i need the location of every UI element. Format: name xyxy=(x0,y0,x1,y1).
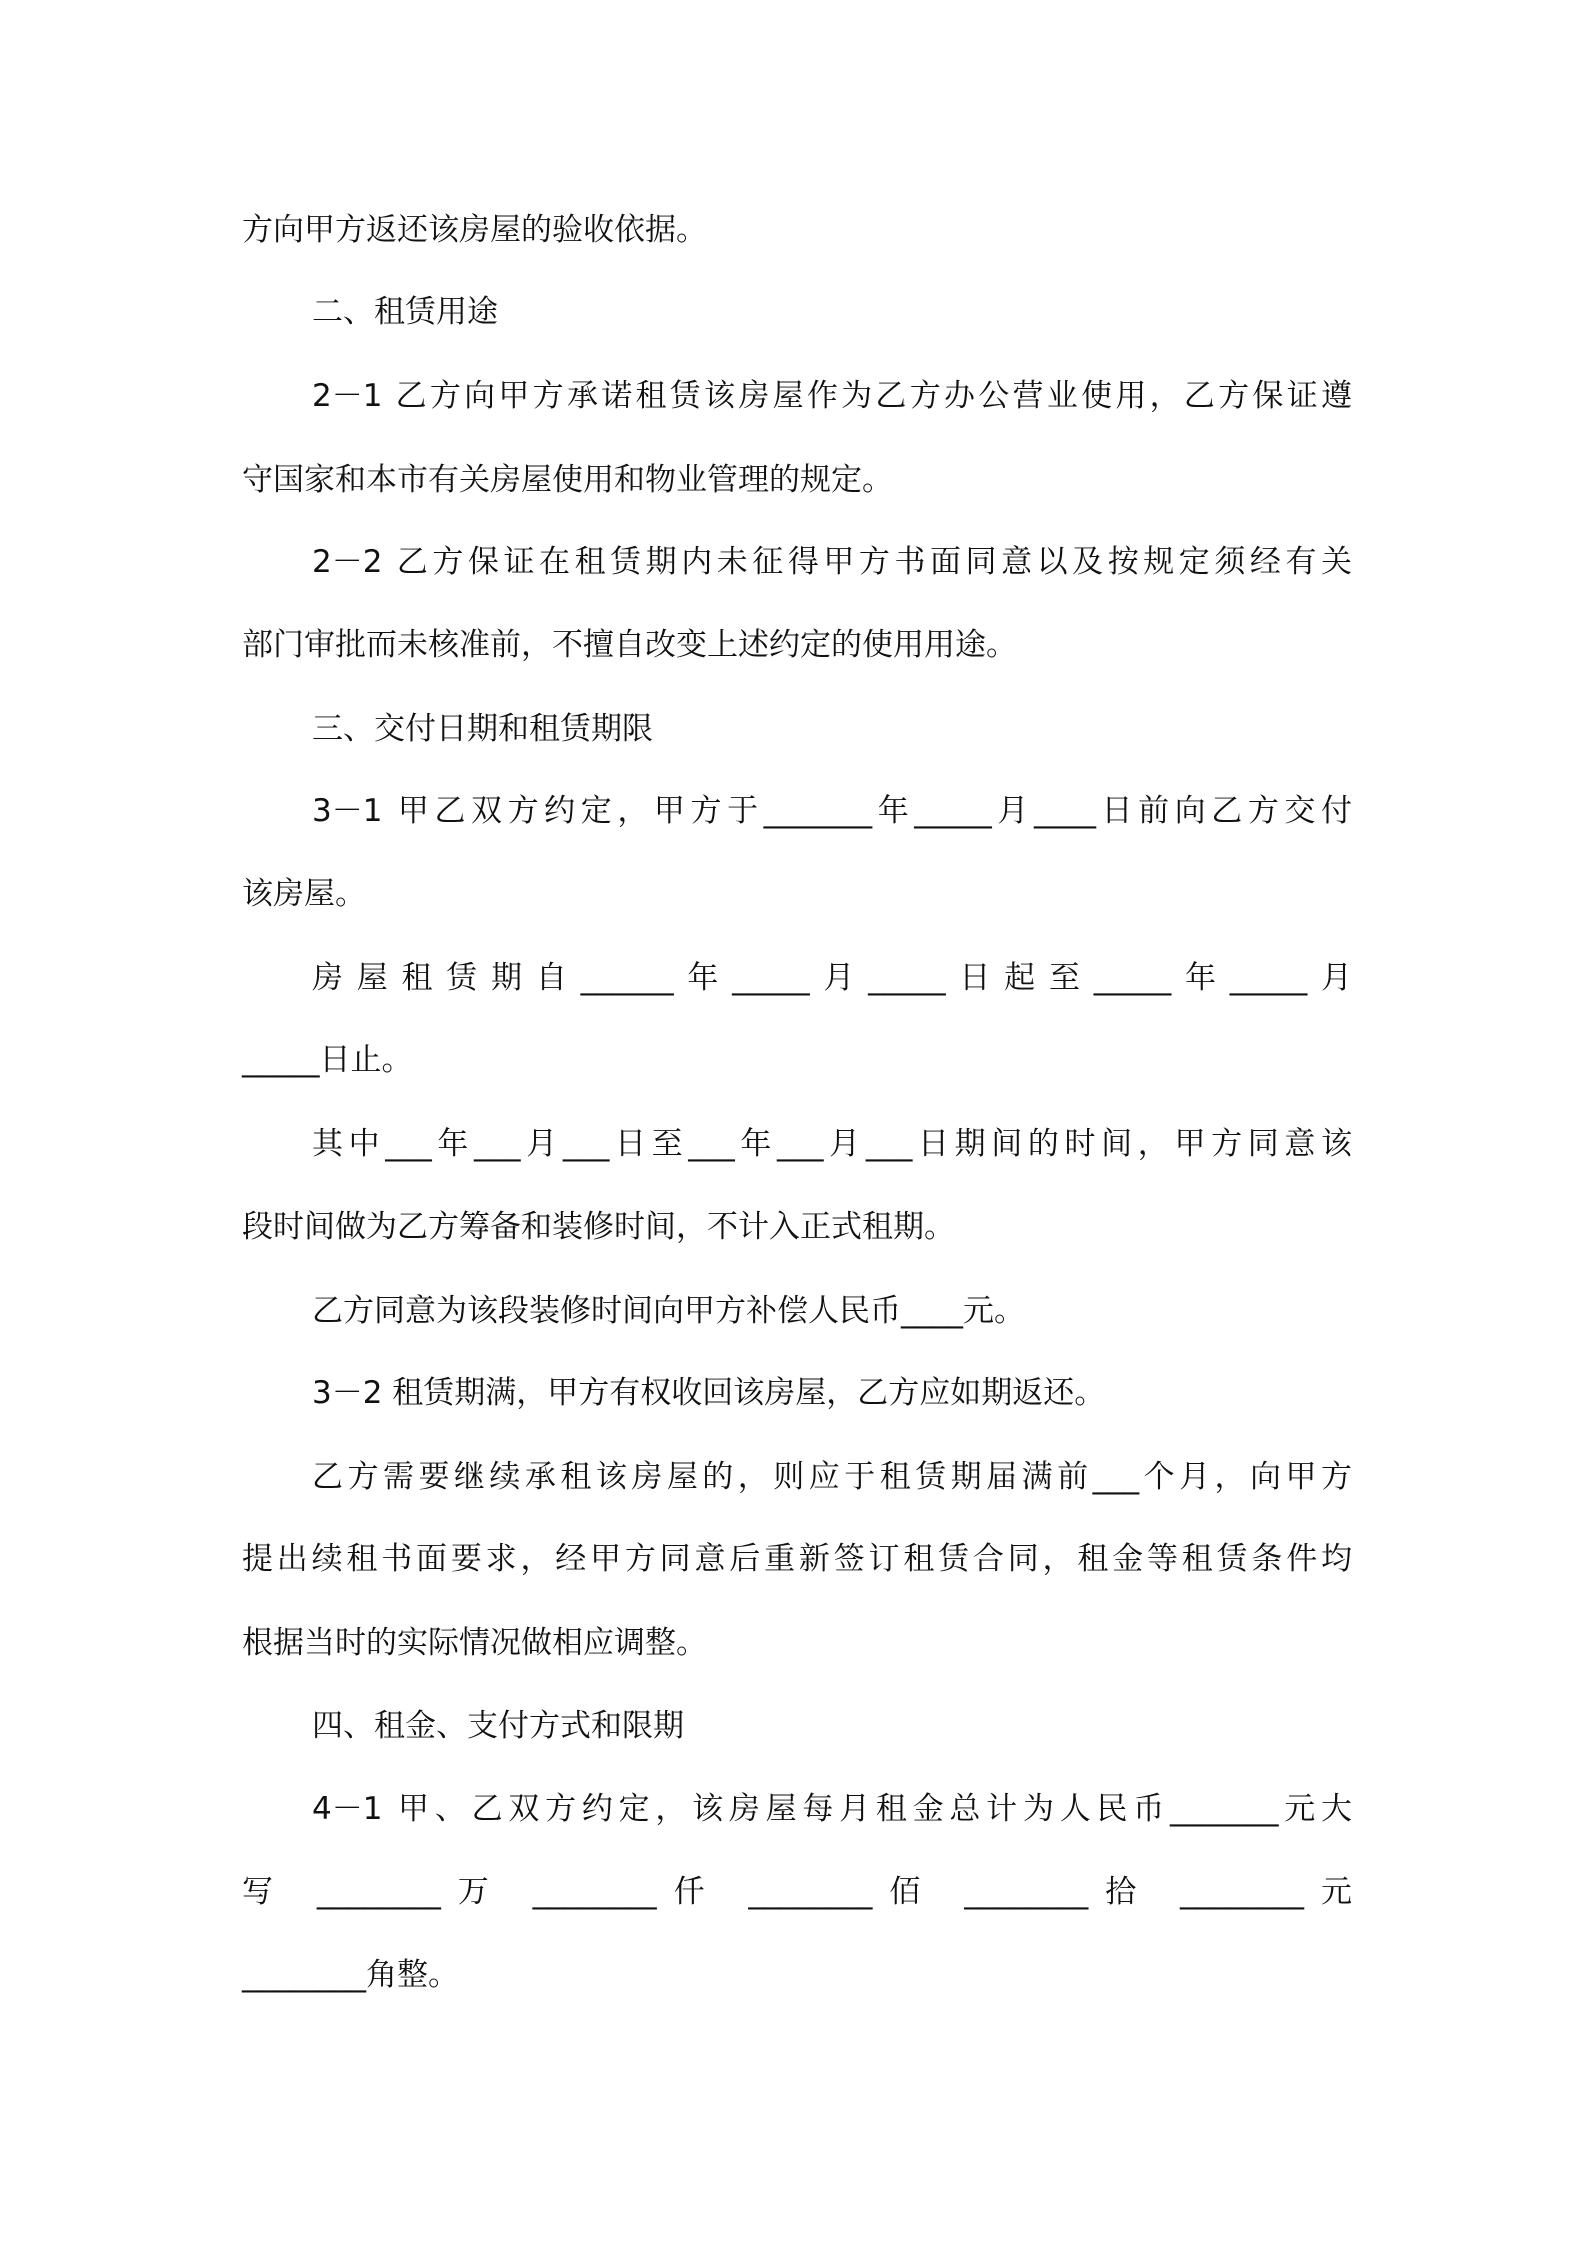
text-line: 房屋租赁期自______年_____月_____日起至_____年_____月 xyxy=(312,960,1352,996)
text-line: 根据当时的实际情况做相应调整。 xyxy=(242,1625,707,1661)
text-line: 4－1 甲、乙双方约定，该房屋每月租金总计为人民币_______元大 xyxy=(312,1791,1352,1827)
text-line: 提出续租书面要求，经甲方同意后重新签订租赁合同，租金等租赁条件均 xyxy=(242,1541,1352,1577)
text-line: 段时间做为乙方筹备和装修时间，不计入正式租期。 xyxy=(242,1209,955,1245)
text-line: 方向甲方返还该房屋的验收依据。 xyxy=(242,212,707,248)
text-line: 守国家和本市有关房屋使用和物业管理的规定。 xyxy=(242,462,893,498)
text-line: 2－1 乙方向甲方承诺租赁该房屋作为乙方办公营业使用，乙方保证遵 xyxy=(312,378,1352,414)
section-heading: 四、租金、支付方式和限期 xyxy=(312,1708,684,1744)
text-line: 写 ________万 ________仟 ________佰 ________拾 ________元 xyxy=(242,1874,1352,1910)
text-line: 3－2 租赁期满，甲方有权收回该房屋，乙方应如期返还。 xyxy=(312,1375,1106,1411)
text-line: 乙方需要继续承租该房屋的，则应于租赁期届满前___个月，向甲方 xyxy=(312,1459,1352,1495)
text-line: 2－2 乙方保证在租赁期内未征得甲方书面同意以及按规定须经有关 xyxy=(312,544,1352,580)
text-line: 3－1 甲乙双方约定，甲方于_______年_____月____日前向乙方交付 xyxy=(312,793,1352,829)
text-line: _____日止。 xyxy=(242,1042,413,1078)
section-heading: 三、交付日期和租赁期限 xyxy=(312,711,653,747)
text-line: ________角整。 xyxy=(242,1957,459,1993)
text-line: 部门审批而未核准前，不擅自改变上述约定的使用用途。 xyxy=(242,627,1017,663)
text-line: 该房屋。 xyxy=(242,876,366,912)
section-heading: 二、租赁用途 xyxy=(312,294,498,330)
text-line: 乙方同意为该段装修时间向甲方补偿人民币____元。 xyxy=(312,1293,1025,1329)
text-line: 其中___年___月___日至___年___月___日期间的时间，甲方同意该 xyxy=(312,1126,1352,1162)
